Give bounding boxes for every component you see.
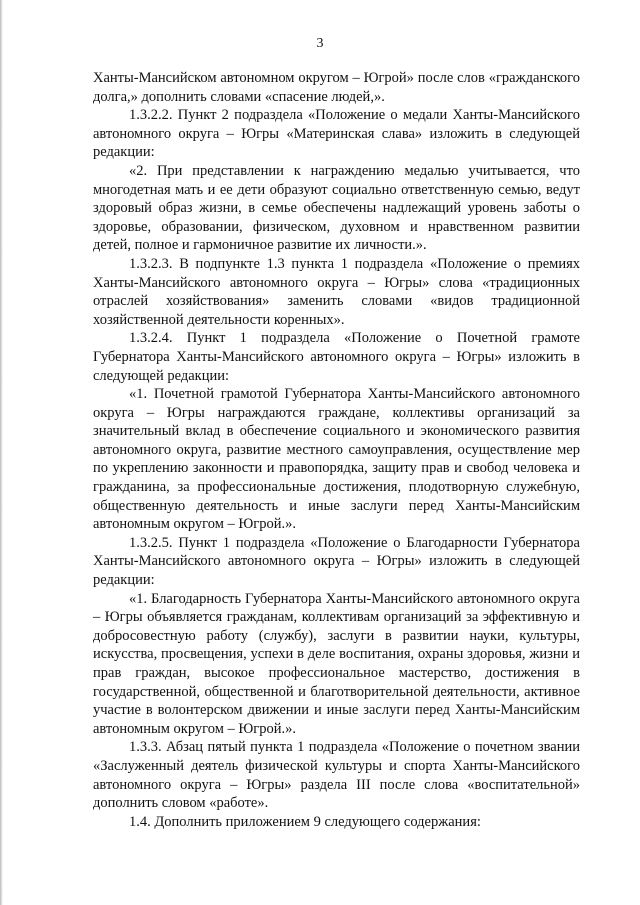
- paragraph-1-3-2-4: 1.3.2.4. Пункт 1 подраздела «Положение о Почетной грамоте Губернатора Ханты-Мансийского автономного округа – Югры» изложить в следующей редакции:: [93, 330, 580, 384]
- paragraph-1-3-2-2: 1.3.2.2. Пункт 2 подраздела «Положение о медали Ханты-Мансийского автономного округа – Югры «Материнская слава» изложить в следующей редакции:: [93, 107, 580, 161]
- paragraph-quote-medal: «2. При представлении к награждению медалью учитывается, что многодетная мать и ее дети образуют социально ответственную семью, ведут здоровый образ жизни, в семье обеспечены надлежащий уровень заботы о здоровье, образовании, физическом, духовном и нравственном развитии детей, полное и гармоничное развитие их личности.».: [93, 162, 580, 254]
- paragraph-1-3-2-3: 1.3.2.3. В подпункте 1.3 пункта 1 подраздела «Положение о премиях Ханты-Мансийского автономного округа – Югры» слова «традиционных отраслей хозяйствования» заменить словами «видов традиционной хозяйственной деятельности коренных».: [93, 255, 580, 328]
- paragraph-quote-blagodarnost: «1. Благодарность Губернатора Ханты-Мансийского автономного округа – Югры объявляется гражданам, коллективам организаций за эффективную и добросовестную работу (службу), заслуги в развитии науки, культуры, искусства, просвещения, успехи в деле воспитания, охраны здоровья, жизни и прав граждан, высокое профессиональное мастерство, достижения в государственной, общественной и благотворительной деятельности, активное участие в волонтерском движении и иные заслуги перед Ханты-Мансийским автономным округом – Югрой.».: [93, 590, 580, 737]
- document-body: [93, 69, 580, 831]
- paragraph-continuation: Ханты-Мансийском автономном округом – Югрой» после слов «гражданского долга,» дополнить словами «спасение людей,».: [93, 70, 580, 105]
- paragraph-1-4: 1.4. Дополнить приложением 9 следующего содержания:: [129, 813, 481, 830]
- paragraph-quote-gramota: «1. Почетной грамотой Губернатора Ханты-Мансийского автономного округа – Югры награждаются граждане, коллективы организаций за значительный вклад в обеспечение социального и экономического развития автономного округа, развитие местного самоуправления, осуществление мер по укреплению законности и правопорядка, защиту прав и свобод человека и гражданина, за профессиональные достижения, плодотворную служебную, общественную деятельность и иные заслуги перед Ханты-Мансийским автономным округом – Югрой.».: [93, 386, 580, 533]
- paragraph-1-3-3: 1.3.3. Абзац пятый пункта 1 подраздела «Положение о почетном звании «Заслуженный деятель физической культуры и спорта Ханты-Мансийского автономного округа – Югры» раздела III после слова «воспитательной» дополнить словом «работе».: [93, 739, 580, 812]
- scan-edge: [0, 0, 3, 905]
- page-number: 3: [316, 36, 324, 51]
- paragraph-1-3-2-5: 1.3.2.5. Пункт 1 подраздела «Положение о Благодарности Губернатора Ханты-Мансийского автономного округа – Югры» изложить в следующей редакции:: [93, 534, 580, 589]
